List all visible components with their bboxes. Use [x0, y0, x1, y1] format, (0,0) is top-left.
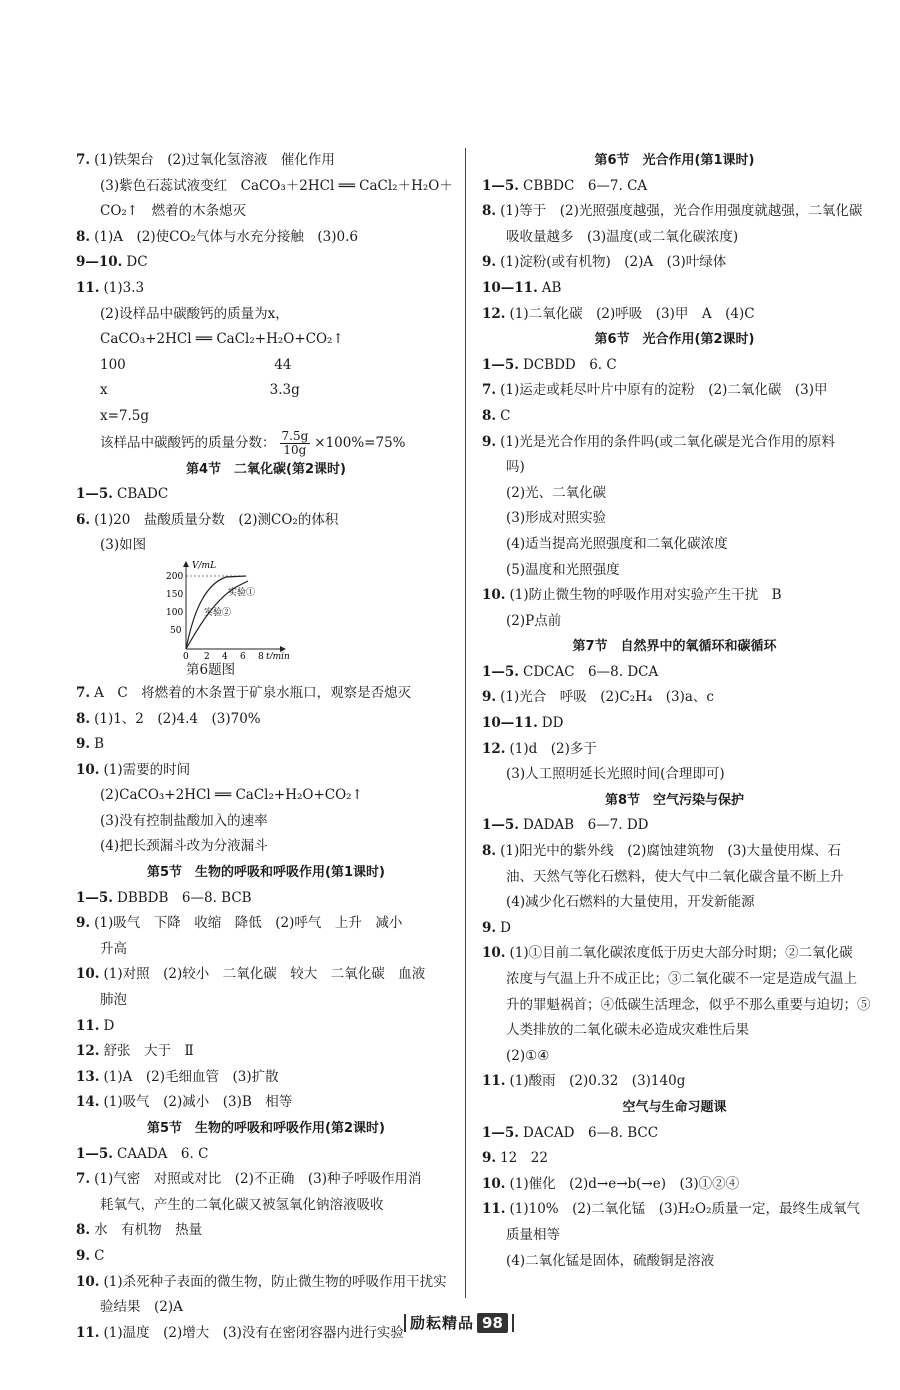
answer-text: (1)二氧化碳 (2)呼吸 (3)甲 A (4)C — [509, 305, 755, 322]
question-number: 11. — [76, 279, 100, 296]
answer-text: 验结果 (2)A — [100, 1299, 183, 1316]
answer-line — [76, 1193, 456, 1219]
question-number: 6. — [76, 511, 91, 528]
answer-text: (1)d (2)多于 — [509, 740, 597, 757]
column-divider — [465, 148, 466, 1298]
answer-text: (4)把长颈漏斗改为分液漏斗 — [100, 838, 268, 855]
question-number: 7. — [76, 152, 91, 168]
answer-line — [76, 1090, 456, 1116]
answer-line — [482, 225, 867, 251]
answer-line — [76, 482, 456, 508]
figure-6-graph — [166, 559, 456, 659]
block-l4 — [76, 886, 456, 1116]
question-number: 14. — [76, 1094, 100, 1111]
answer-line — [482, 276, 867, 302]
answer-text: (1)等于 (2)光照强度越强，光合作用强度就越强，二氧化碳 — [500, 203, 863, 220]
question-number: 7. — [482, 382, 497, 399]
section-title: 第4节 二氧化碳(第2课时) — [186, 461, 346, 477]
answer-line — [76, 962, 456, 988]
fraction-prefix: 该样品中碳酸钙的质量分数： — [100, 434, 276, 451]
answer-line — [76, 378, 456, 404]
ytick-150: 150 — [166, 589, 184, 600]
answer-text: (1)淀粉(或有机物) (2)A (3)叶绿体 — [500, 254, 727, 271]
block-r5 — [482, 1121, 867, 1275]
answer-line — [76, 1167, 456, 1193]
answer-line — [482, 199, 867, 225]
question-number: 12. — [76, 1043, 100, 1060]
answer-line — [482, 1044, 867, 1070]
answer-line — [482, 583, 867, 609]
answer-text: (2)P点前 — [506, 612, 562, 629]
answer-text: (3)紫色石蕊试液变红 CaCO₃＋2HCl ══ CaCl₂＋H₂O＋ — [100, 177, 453, 194]
answer-line — [76, 276, 456, 302]
answer-text: (2)CaCO₃+2HCl ══ CaCl₂+H₂O+CO₂↑ — [100, 787, 363, 804]
answer-text: (1)温度 (2)增大 (3)没有在密闭容器内进行实验 — [103, 1324, 404, 1341]
question-number: 13. — [76, 1068, 100, 1085]
answer-text: 油、天然气等化石燃料，使大气中二氧化碳含量不断上升 — [506, 868, 844, 885]
question-number: 9. — [76, 1247, 91, 1264]
answer-line — [76, 732, 456, 758]
answer-line — [76, 681, 456, 707]
answer-line — [482, 1121, 867, 1147]
answer-text: (2)设样品中碳酸钙的质量为x， — [100, 305, 289, 322]
block-l1 — [76, 148, 456, 430]
question-number: 1—5. — [76, 889, 113, 906]
question-number: 9. — [482, 919, 497, 936]
answer-text: (1)A (2)使CO₂气体与水充分接触 (3)0.6 — [94, 228, 358, 245]
answer-line — [76, 911, 456, 937]
answer-text: (4)适当提高光照强度和二氧化碳浓度 — [506, 535, 728, 552]
question-number: 1—5. — [482, 663, 519, 680]
question-number: 9. — [482, 1150, 497, 1167]
question-number: 10. — [76, 1273, 100, 1290]
answer-line — [482, 1146, 867, 1172]
answer-text: C — [500, 407, 511, 424]
xtick-4: 4 — [222, 651, 228, 659]
question-number: 12. — [482, 740, 506, 757]
answer-line — [76, 937, 456, 963]
question-number: 10. — [482, 1175, 506, 1192]
figure-caption: 第6题图 — [186, 661, 236, 678]
answer-text: 质量相等 — [506, 1226, 560, 1243]
answer-line — [482, 378, 867, 404]
answer-text: 吸收量越多 (3)温度(或二氧化碳浓度) — [506, 228, 739, 245]
answer-line — [482, 609, 867, 635]
answer-text: (1)阳光中的紫外线 (2)腐蚀建筑物 (3)大量使用煤、石 — [500, 843, 841, 860]
answer-text: (5)温度和光照强度 — [506, 561, 620, 578]
answer-text: (1)吸气 下降 收缩 降低 (2)呼气 上升 减小 — [94, 915, 403, 932]
question-number: 1—5. — [76, 1145, 113, 1162]
answer-line — [76, 174, 456, 200]
answer-line — [76, 1142, 456, 1168]
answer-text: (1)吸气 (2)减小 (3)B 相等 — [103, 1094, 293, 1111]
question-number: 10. — [76, 966, 100, 983]
y-arrow — [183, 561, 189, 567]
answer-text: 耗氧气，产生的二氧化碳又被氢氧化钠溶液吸收 — [100, 1196, 384, 1213]
answer-line — [76, 533, 456, 559]
answer-text: 100 44 — [100, 356, 292, 373]
answer-line — [76, 1244, 456, 1270]
answer-line — [76, 199, 456, 225]
question-number: 12. — [482, 305, 506, 322]
answer-line — [76, 353, 456, 379]
answer-text: CAADA 6. C — [117, 1145, 209, 1162]
question-number: 8. — [76, 228, 91, 245]
answer-text: CDCAC 6—8. DCA — [523, 663, 659, 680]
answer-text: DBBDB 6—8. BCB — [117, 889, 252, 906]
answer-line — [482, 660, 867, 686]
answer-line — [76, 225, 456, 251]
answer-line — [482, 302, 867, 328]
answer-text: 升的罪魁祸首；④低碳生活理念，似乎不那么重要与迫切；⑤ — [506, 996, 871, 1013]
question-number: 8. — [482, 203, 497, 220]
answer-text: C — [94, 1247, 105, 1264]
question-number: 10. — [76, 761, 100, 778]
question-number: 9. — [482, 689, 497, 706]
answer-line — [76, 707, 456, 733]
answer-text: 人类排放的二氧化碳未必造成灾难性后果 — [506, 1022, 749, 1039]
xtick-2: 2 — [204, 651, 210, 659]
graph-svg — [166, 559, 296, 659]
block-l2 — [76, 482, 456, 559]
answer-line — [482, 685, 867, 711]
answer-text: (1)3.3 — [103, 279, 145, 296]
answer-text: 肺泡 — [100, 992, 127, 1009]
y-label: V/mL — [192, 560, 217, 571]
answer-line — [76, 809, 456, 835]
fraction-suffix: ×100%=75% — [314, 434, 406, 451]
answer-line — [482, 481, 867, 507]
answer-line — [482, 865, 867, 891]
question-number: 9. — [76, 736, 91, 753]
answer-text: DCBDD 6. C — [523, 356, 617, 373]
answer-text: (3)人工照明延长光照时间(合理即可) — [506, 766, 725, 783]
page-number: 98 — [477, 1313, 508, 1333]
answer-text: (1)①目前二氧化碳浓度低于历史大部分时期；②二氧化碳 — [509, 945, 853, 962]
answer-text: x=7.5g — [100, 407, 150, 424]
question-number: 1—5. — [482, 817, 519, 834]
answer-line — [482, 967, 867, 993]
question-number: 11. — [76, 1017, 100, 1034]
answer-text: (1)A (2)毛细血管 (3)扩散 — [103, 1068, 279, 1085]
section-title: 第6节 光合作用(第2课时) — [594, 332, 755, 348]
answer-text: (1)杀死种子表面的微生物，防止微生物的呼吸作用干扰实 — [103, 1273, 447, 1290]
answer-text: DC — [126, 254, 148, 271]
question-number: 10. — [482, 587, 506, 604]
series-label-2: 实验② — [204, 607, 232, 618]
answer-text: x 3.3g — [100, 382, 300, 399]
answer-line — [482, 890, 867, 916]
answer-text: (1)10% (2)二氧化锰 (3)H₂O₂质量一定，最终生成氧气 — [509, 1201, 861, 1218]
block-l3 — [76, 681, 456, 860]
answer-line — [76, 1065, 456, 1091]
answer-text: 浓度与气温上升不成正比；③二氧化碳不一定是造成气温上 — [506, 971, 857, 987]
answer-line — [482, 762, 867, 788]
answer-text: (1)需要的时间 — [103, 761, 191, 778]
block-r3 — [482, 660, 867, 788]
answer-text: (4)减少化石燃料的大量使用，开发新能源 — [506, 894, 755, 911]
answer-line — [482, 532, 867, 558]
answer-line — [482, 404, 867, 430]
answer-line — [76, 886, 456, 912]
answer-text: DACAD 6—8. BCC — [523, 1124, 659, 1141]
section-title: 第5节 生物的呼吸和呼吸作用(第2课时) — [147, 1121, 385, 1136]
page-footer — [400, 1312, 518, 1333]
answer-text: 吗) — [506, 459, 525, 476]
question-number: 11. — [482, 1073, 506, 1090]
answer-text: 水 有机物 热量 — [94, 1222, 203, 1239]
answer-line — [482, 916, 867, 942]
answer-line — [482, 813, 867, 839]
question-number: 8. — [76, 1222, 91, 1239]
question-number: 9—10. — [76, 254, 123, 271]
answer-line — [482, 558, 867, 584]
answer-text: (4)二氧化锰是固体，硫酸铜是溶液 — [506, 1252, 715, 1269]
answer-text: (3)形成对照实验 — [506, 510, 607, 527]
answer-text: CBBDC 6—7. CA — [523, 177, 648, 194]
section-title: 第6节 光合作用(第1课时) — [594, 153, 755, 168]
answer-line — [482, 1018, 867, 1044]
xtick-6: 6 — [240, 651, 246, 659]
question-number: 8. — [482, 843, 497, 860]
answer-line — [482, 1069, 867, 1095]
answer-line — [482, 737, 867, 763]
answer-text: (1)铁架台 (2)过氧化氢溶液 催化作用 — [94, 152, 335, 168]
answer-line — [482, 353, 867, 379]
ytick-100: 100 — [166, 607, 184, 618]
fraction-num: 7.5g — [281, 428, 309, 443]
footer-bar-right — [512, 1314, 514, 1332]
block-r2 — [482, 353, 867, 635]
answer-line — [482, 250, 867, 276]
answer-text: (1)防止微生物的呼吸作用对实验产生干扰 B — [509, 587, 782, 604]
answer-line — [482, 993, 871, 1019]
answer-line — [76, 327, 456, 353]
question-number: 1—5. — [482, 356, 519, 373]
question-number: 8. — [76, 710, 91, 727]
answer-line — [76, 1321, 456, 1347]
series-label-1: 实验① — [228, 587, 256, 598]
block-r4 — [482, 813, 871, 1095]
section-title: 空气与生命习题课 — [622, 1099, 727, 1115]
answer-text: 舒张 大于 Ⅱ — [103, 1043, 194, 1060]
footer-bar-left — [404, 1314, 406, 1332]
question-number: 9. — [482, 254, 497, 271]
answer-text: (1)光是光合作用的条件吗(或二氧化碳是光合作用的原料 — [500, 433, 835, 450]
left-column — [76, 148, 456, 1346]
answer-text: DD — [541, 715, 564, 732]
answer-text: CBADC — [117, 486, 169, 503]
question-number: 7. — [76, 1171, 91, 1188]
answer-text: (1)对照 (2)较小 二氧化碳 较大 二氧化碳 血液 — [103, 966, 426, 983]
answer-line — [76, 783, 456, 809]
answer-text: (1)20 盐酸质量分数 (2)测CO₂的体积 — [94, 511, 339, 528]
answer-text: (1)光合 呼吸 (2)C₂H₄ (3)a、c — [500, 689, 714, 706]
answer-line — [76, 148, 456, 174]
answer-text: (1)酸雨 (2)0.32 (3)140g — [509, 1073, 686, 1090]
x-label: t/min — [266, 651, 290, 659]
answer-text: A C 将燃着的木条置于矿泉水瓶口，观察是否熄灭 — [94, 684, 412, 701]
answer-text: (3)没有控制盐酸加入的速率 — [100, 812, 268, 829]
answer-line — [482, 941, 867, 967]
answer-text: B — [94, 736, 105, 753]
section-title: 第5节 生物的呼吸和呼吸作用(第1课时) — [147, 865, 385, 881]
answer-line — [76, 1295, 456, 1321]
answer-line — [482, 711, 867, 737]
answer-text: D — [500, 919, 511, 936]
question-number: 10—11. — [482, 279, 538, 296]
question-number: 10—11. — [482, 715, 538, 732]
fraction — [280, 430, 311, 457]
footer-brand: 励耘精品 — [410, 1314, 475, 1332]
ytick-50: 50 — [170, 625, 182, 636]
answer-text: 12 22 — [500, 1150, 548, 1167]
answer-line — [76, 508, 456, 534]
answer-text: 升高 — [100, 940, 127, 957]
answer-line — [76, 1270, 456, 1296]
question-number: 9. — [76, 915, 91, 932]
answer-text: CaCO₃+2HCl ══ CaCl₂+H₂O+CO₂↑ — [100, 331, 344, 348]
answer-line — [76, 988, 456, 1014]
xtick-0: 0 — [183, 651, 189, 659]
section-title: 第8节 空气污染与保护 — [604, 792, 745, 808]
answer-line — [482, 1197, 867, 1223]
answer-line — [76, 1039, 456, 1065]
answer-text: (1)运走或耗尽叶片中原有的淀粉 (2)二氧化碳 (3)甲 — [500, 382, 828, 399]
section-title: 第7节 自然界中的氧循环和碳循环 — [572, 639, 777, 655]
answer-line — [482, 455, 867, 481]
answer-text: CO₂↑ 燃着的木条熄灭 — [100, 203, 247, 220]
answer-text: (2)①④ — [506, 1047, 550, 1064]
question-number: 1—5. — [482, 1124, 519, 1141]
answer-text: (1)气密 对照或对比 (2)不正确 (3)种子呼吸作用消 — [94, 1171, 422, 1188]
question-number: 7. — [76, 684, 91, 701]
answer-line — [76, 302, 456, 328]
question-number: 10. — [482, 945, 506, 962]
question-number: 11. — [482, 1201, 506, 1218]
answer-line — [482, 1249, 867, 1275]
answer-line — [76, 1014, 456, 1040]
answer-line — [76, 250, 456, 276]
block-r1 — [482, 174, 867, 328]
xtick-8: 8 — [258, 651, 264, 659]
answer-line — [482, 430, 867, 456]
answer-line — [482, 506, 867, 532]
answer-line — [76, 834, 456, 860]
answer-text: (1)1、2 (2)4.4 (3)70% — [94, 710, 261, 727]
block-l5 — [76, 1142, 456, 1347]
question-number: 9. — [482, 433, 497, 450]
question-number: 11. — [76, 1324, 100, 1341]
answer-text: DADAB 6—7. DD — [523, 817, 649, 834]
answer-text: D — [103, 1017, 115, 1034]
answer-line — [482, 1172, 867, 1198]
answer-line — [482, 1223, 867, 1249]
answer-text: (2)光、二氧化碳 — [506, 484, 607, 501]
answer-line — [482, 174, 867, 200]
answer-line — [76, 758, 456, 784]
ytick-200: 200 — [166, 571, 184, 582]
answer-line — [76, 1218, 456, 1244]
fraction-line — [76, 430, 456, 457]
question-number: 1—5. — [76, 486, 113, 503]
answer-text: AB — [541, 279, 562, 296]
answer-text: (1)催化 (2)d→e→b(→e) (3)①②④ — [509, 1175, 740, 1192]
right-column — [482, 148, 871, 1274]
answer-line — [76, 404, 456, 430]
answer-line — [482, 839, 867, 865]
answer-text: (3)如图 — [100, 537, 147, 554]
question-number: 1—5. — [482, 177, 519, 194]
fraction-den: 10g — [283, 442, 307, 457]
question-number: 8. — [482, 407, 497, 424]
